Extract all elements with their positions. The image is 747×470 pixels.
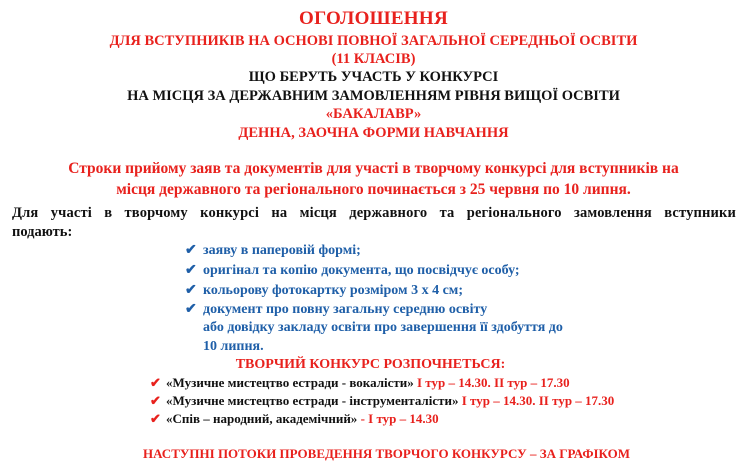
contest-item-name: «Музичне мистецтво естради - інструменталісти» [166, 393, 459, 408]
intro-line-1: Для участі в творчому конкурсі на місця державного та регіонального замовлення вступники [12, 205, 736, 221]
check-icon: ✔ [150, 375, 161, 390]
announcement-title: ОГОЛОШЕННЯ [299, 8, 448, 29]
contest-item-schedule: І тур – 14.30. ІІ тур – 17.30 [458, 393, 615, 408]
document-item: ✔ документ про повну загальну середню освіту [185, 302, 488, 317]
document-item: ✔ кольорову фотокартку розміром 3 х 4 см; [185, 283, 463, 298]
contest-item-schedule: І тур – 14.30. ІІ тур – 17.30 [413, 375, 570, 390]
document-note-line-1: або довідку закладу освіти про завершення її здобуття до [203, 320, 563, 335]
check-icon: ✔ [150, 393, 161, 408]
study-forms-line: ДЕННА, ЗАОЧНА ФОРМИ НАВЧАННЯ [238, 125, 509, 141]
deadline-line-2: місця державного та регіонального починається з 25 червня по 10 липня. [116, 181, 631, 198]
contest-item-schedule: - І тур – 14.30 [357, 411, 439, 426]
contest-item-name: «Музичне мистецтво естради - вокалісти» [166, 375, 414, 390]
state-order-line: НА МІСЦЯ ЗА ДЕРЖАВНИМ ЗАМОВЛЕННЯМ РІВНЯ ВИЩОЇ ОСВІТИ [127, 88, 620, 104]
document-note-line-2: 10 липня. [203, 339, 264, 354]
check-icon: ✔ [185, 263, 197, 278]
audience-line: ДЛЯ ВСТУПНИКІВ НА ОСНОВІ ПОВНОЇ ЗАГАЛЬНОЇ СЕРЕДНЬОЇ ОСВІТИ [109, 33, 638, 49]
contest-heading: ТВОРЧИЙ КОНКУРС РОЗПОЧНЕТЬСЯ: [235, 357, 506, 372]
check-icon: ✔ [150, 411, 161, 426]
grades-line: (11 КЛАСІВ) [331, 51, 416, 67]
contest-item [150, 411, 439, 427]
contest-item [150, 375, 570, 391]
intro-line-2: подають: [12, 224, 73, 240]
contest-footer: НАСТУПНІ ПОТОКИ ПРОВЕДЕННЯ ТВОРЧОГО КОНКУРСУ – ЗА ГРАФІКОМ [142, 446, 631, 461]
deadline-line-1: Строки прийому заяв та документів для участі в творчому конкурсі для вступників на [68, 160, 679, 177]
check-icon: ✔ [185, 302, 197, 317]
document-item: ✔ оригінал та копію документа, що посвідчує особу; [185, 263, 520, 278]
contest-item-name: «Спів – народний, академічний» [166, 411, 358, 426]
check-icon: ✔ [185, 243, 197, 258]
degree-line: «БАКАЛАВР» [325, 106, 422, 122]
contest-item [150, 393, 614, 409]
check-icon: ✔ [185, 283, 197, 298]
contest-line: ЩО БЕРУТЬ УЧАСТЬ У КОНКУРСІ [248, 69, 499, 85]
document-item: ✔ заяву в паперовій формі; [185, 243, 361, 258]
